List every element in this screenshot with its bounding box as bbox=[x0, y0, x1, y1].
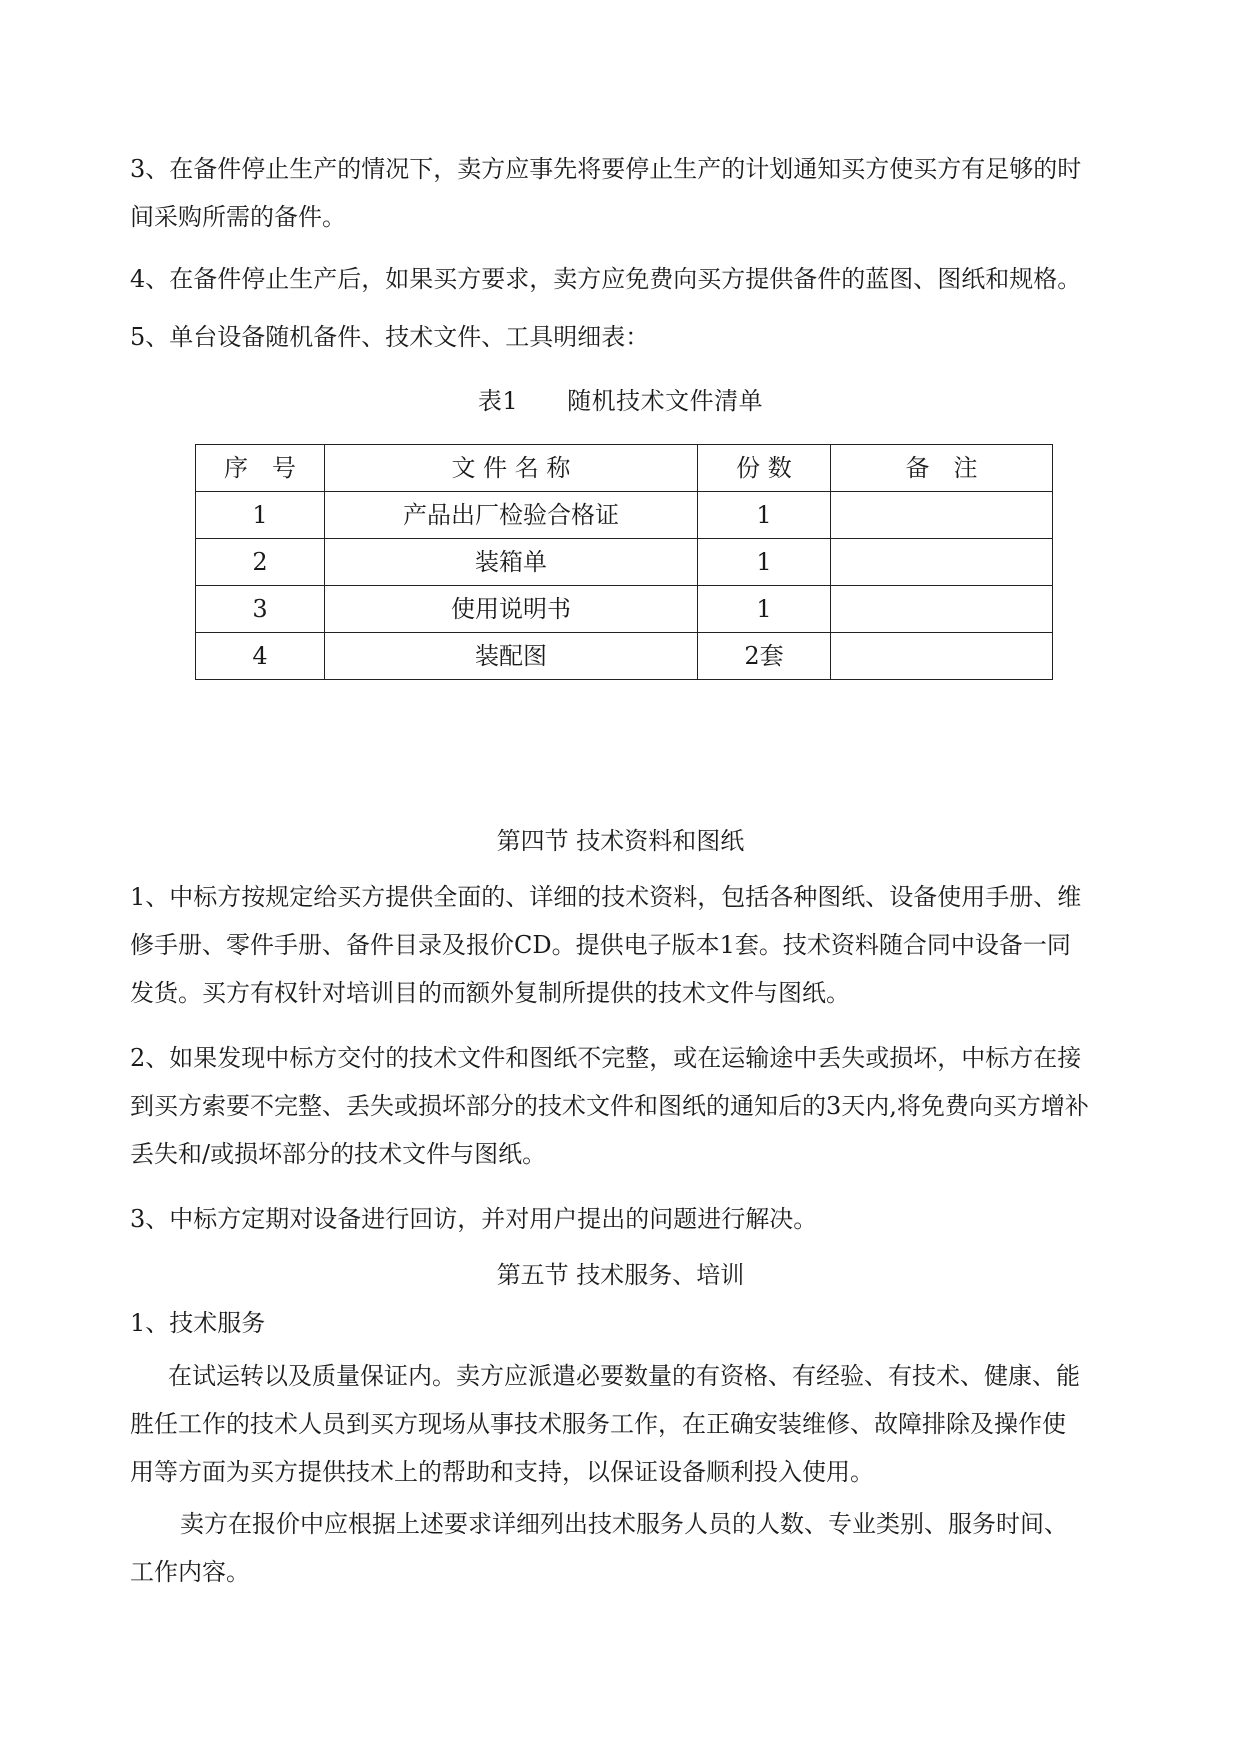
cell-no: 4 bbox=[196, 633, 325, 680]
s4-p2-line-2: 到买方索要不完整、丢失或损坏部分的技术文件和图纸的通知后的3天内,将免费向买方增补 bbox=[130, 1092, 1089, 1120]
s4-p3-line-1: 3、中标方定期对设备进行回访，并对用户提出的问题进行解决。 bbox=[130, 1205, 818, 1233]
s4-p2-line-3: 丢失和/或损坏部分的技术文件与图纸。 bbox=[130, 1140, 547, 1168]
table-row bbox=[196, 492, 1053, 539]
s5-p1-line-3: 用等方面为买方提供技术上的帮助和支持，以保证设备顺利投入使用。 bbox=[130, 1458, 874, 1486]
table-row bbox=[196, 539, 1053, 586]
header-note: 备 注 bbox=[831, 445, 1053, 492]
s5-p2-line-1: 卖方在报价中应根据上述要求详细列出技术服务人员的人数、专业类别、服务时间、 bbox=[180, 1510, 1068, 1538]
cell-no: 3 bbox=[196, 586, 325, 633]
s4-p1-line-3: 发货。买方有权针对培训目的而额外复制所提供的技术文件与图纸。 bbox=[130, 979, 850, 1007]
cell-name: 装配图 bbox=[325, 633, 698, 680]
cell-no: 1 bbox=[196, 492, 325, 539]
cell-name: 使用说明书 bbox=[325, 586, 698, 633]
section-4-heading: 第四节 技术资料和图纸 bbox=[496, 827, 745, 855]
table-row bbox=[196, 633, 1053, 680]
cell-name: 装箱单 bbox=[325, 539, 698, 586]
header-qty: 份 数 bbox=[698, 445, 831, 492]
table-row bbox=[196, 586, 1053, 633]
item-3-line-2: 间采购所需的备件。 bbox=[130, 203, 346, 231]
cell-name: 产品出厂检验合格证 bbox=[325, 492, 698, 539]
cell-qty: 2套 bbox=[698, 633, 831, 680]
cell-no: 2 bbox=[196, 539, 325, 586]
s5-subheading: 1、技术服务 bbox=[130, 1309, 266, 1337]
file-list-table bbox=[195, 444, 1053, 680]
item-4-line-1: 4、在备件停止生产后，如果买方要求，卖方应免费向买方提供备件的蓝图、图纸和规格。 bbox=[130, 265, 1082, 293]
table-title: 表1 随机技术文件清单 bbox=[477, 387, 764, 415]
s4-p2-line-1: 2、如果发现中标方交付的技术文件和图纸不完整，或在运输途中丢失或损坏，中标方在接 bbox=[130, 1044, 1082, 1072]
header-name: 文 件 名 称 bbox=[325, 445, 698, 492]
cell-qty: 1 bbox=[698, 492, 831, 539]
table-header-row bbox=[196, 445, 1053, 492]
cell-qty: 1 bbox=[698, 539, 831, 586]
s5-p1-line-2: 胜任工作的技术人员到买方现场从事技术服务工作，在正确安装维修、故障排除及操作使 bbox=[130, 1410, 1066, 1438]
cell-note bbox=[831, 492, 1053, 539]
item-3-line-1: 3、在备件停止生产的情况下，卖方应事先将要停止生产的计划通知买方使买方有足够的时 bbox=[130, 155, 1082, 183]
cell-note bbox=[831, 586, 1053, 633]
item-5-line-1: 5、单台设备随机备件、技术文件、工具明细表： bbox=[130, 323, 650, 351]
header-no: 序 号 bbox=[196, 445, 325, 492]
s4-p1-line-2: 修手册、零件手册、备件目录及报价CD。提供电子版本1套。技术资料随合同中设备一同 bbox=[130, 931, 1071, 959]
s5-p1-line-1: 在试运转以及质量保证内。卖方应派遣必要数量的有资格、有经验、有技术、健康、能 bbox=[168, 1362, 1080, 1390]
s4-p1-line-1: 1、中标方按规定给买方提供全面的、详细的技术资料，包括各种图纸、设备使用手册、维 bbox=[130, 883, 1082, 911]
section-5-heading: 第五节 技术服务、培训 bbox=[496, 1261, 745, 1289]
cell-note bbox=[831, 539, 1053, 586]
cell-qty: 1 bbox=[698, 586, 831, 633]
s5-p2-line-2: 工作内容。 bbox=[130, 1558, 250, 1586]
cell-note bbox=[831, 633, 1053, 680]
